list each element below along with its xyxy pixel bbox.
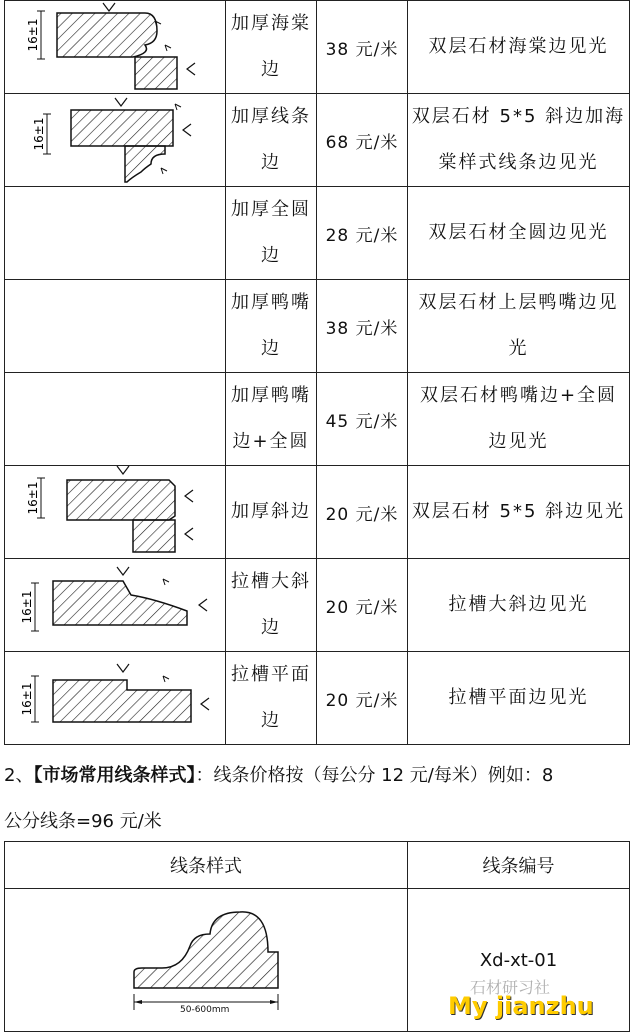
edge-pricing-table [4, 0, 630, 745]
sample-code: Xd-xt-01 [408, 889, 630, 1032]
section-text-line1: ：线条价格按（每公分 12 元/每米）例如：8 [195, 765, 554, 786]
edge-name-line: 拉槽平面 [231, 664, 311, 685]
pricing-row [5, 187, 630, 280]
edge-name [226, 280, 317, 373]
sample-profile-cell [5, 889, 408, 1032]
section-number: 2、 [4, 765, 34, 786]
edge-description [408, 373, 630, 466]
edge-price: 45 元/米 [317, 373, 408, 466]
edge-name [226, 1, 317, 94]
edge-description-line: 双层石材海棠边见光 [428, 36, 609, 57]
pricing-row [5, 652, 630, 745]
svg-text:16±1: 16±1 [20, 682, 34, 716]
edge-name [226, 187, 317, 280]
header-style: 线条样式 [5, 842, 408, 889]
edge-name-line: 边 [261, 338, 281, 359]
profile-cell [5, 94, 226, 187]
pricing-row [5, 94, 630, 187]
edge-name [226, 94, 317, 187]
svg-text:16±1: 16±1 [32, 117, 46, 151]
edge-description-line: 双层石材 5*5 斜边加海 [411, 106, 626, 127]
edge-name-line: 加厚斜边 [231, 501, 311, 522]
edge-name-line: 边 [261, 59, 281, 80]
pricing-row [5, 280, 630, 373]
section-text-line2: 公分线条=96 元/米 [4, 811, 162, 832]
section-heading [4, 756, 636, 842]
profile-cell [5, 187, 226, 280]
profile-cell [5, 652, 226, 745]
header-code: 线条编号 [408, 842, 630, 889]
edge-profile-drawing [5, 466, 225, 559]
edge-description [408, 652, 630, 745]
edge-name [226, 559, 317, 652]
profile-cell [5, 373, 226, 466]
edge-name [226, 373, 317, 466]
section-title: 【市场常用线条样式】 [33, 765, 196, 786]
svg-text:16±1: 16±1 [20, 590, 34, 624]
watermark-text: 石材研习社 [470, 978, 551, 997]
edge-name [226, 652, 317, 745]
profile-cell [5, 280, 226, 373]
edge-name-line: 加厚海棠 [231, 13, 311, 34]
edge-description-line: 边见光 [488, 431, 549, 452]
edge-price: 20 元/米 [317, 559, 408, 652]
profile-cell [5, 1, 226, 94]
edge-description-line: 双层石材鸭嘴边+全圆 [419, 385, 618, 406]
edge-description-line: 双层石材全圆边见光 [428, 222, 609, 243]
edge-name-line: 边 [261, 617, 281, 638]
pricing-row [5, 466, 630, 559]
edge-description-line: 双层石材 5*5 斜边见光 [411, 501, 626, 522]
profile-cell [5, 559, 226, 652]
edge-price: 68 元/米 [317, 94, 408, 187]
edge-name-line: 加厚线条 [231, 106, 311, 127]
profile-cell [5, 466, 226, 559]
edge-description-line: 棠样式线条边见光 [438, 152, 599, 173]
pricing-row [5, 559, 630, 652]
edge-description-line: 拉槽大斜边见光 [448, 594, 589, 615]
edge-description [408, 280, 630, 373]
edge-profile-drawing [5, 1, 225, 94]
edge-name-line: 加厚鸭嘴 [231, 292, 311, 313]
edge-price: 38 元/米 [317, 280, 408, 373]
edge-price: 38 元/米 [317, 1, 408, 94]
edge-description [408, 559, 630, 652]
edge-price: 20 元/米 [317, 466, 408, 559]
edge-description-line: 双层石材上层鸭嘴边见 [418, 292, 619, 313]
edge-name-line: 边+全圆 [232, 431, 310, 452]
svg-text:16±1: 16±1 [26, 18, 40, 52]
brand-logo-text: My jianzhu [448, 992, 594, 1020]
edge-name-line: 边 [261, 710, 281, 731]
edge-description [408, 466, 630, 559]
edge-description-line: 光 [508, 338, 529, 359]
svg-text:16±1: 16±1 [26, 481, 40, 515]
edge-name-line: 边 [261, 245, 281, 266]
pricing-row [5, 1, 630, 94]
edge-description [408, 1, 630, 94]
edge-name-line: 加厚全圆 [231, 199, 311, 220]
edge-description [408, 94, 630, 187]
edge-profile-drawing [5, 559, 225, 652]
dimension-note: 50-600mm [180, 1005, 230, 1015]
edge-description-line: 拉槽平面边见光 [448, 687, 589, 708]
edge-profile-drawing [5, 94, 225, 187]
edge-name-line: 边 [261, 152, 281, 173]
edge-name [226, 466, 317, 559]
edge-price: 20 元/米 [317, 652, 408, 745]
pricing-row [5, 373, 630, 466]
edge-description [408, 187, 630, 280]
edge-profile-drawing [5, 652, 225, 745]
edge-price: 28 元/米 [317, 187, 408, 280]
edge-name-line: 加厚鸭嘴 [231, 385, 311, 406]
edge-name-line: 拉槽大斜 [231, 571, 311, 592]
